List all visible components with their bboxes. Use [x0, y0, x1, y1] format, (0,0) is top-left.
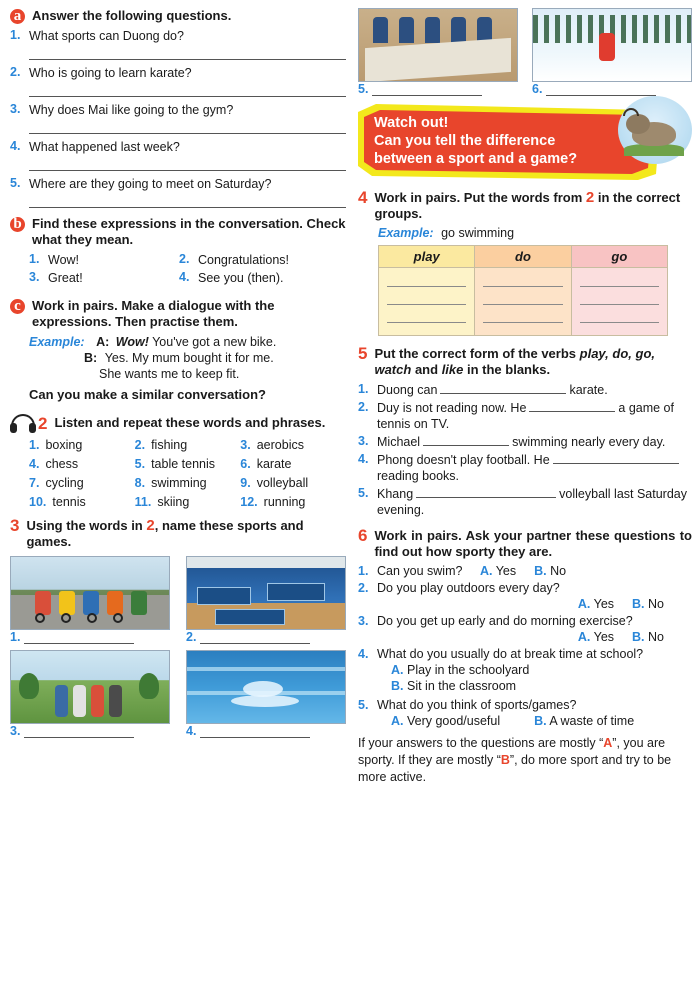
- example-b-text: Yes. My mum bought it for me.: [104, 351, 274, 365]
- option-letter: A.: [577, 630, 591, 644]
- exercise-5-number: 5: [358, 344, 368, 363]
- question-number: 2.: [10, 65, 21, 79]
- survey-item: [358, 614, 692, 644]
- exercise-5-items: [358, 382, 692, 518]
- scoring-letter-b: B: [500, 753, 510, 767]
- vocab-number: 1.: [29, 438, 40, 452]
- question-text: What do you think of sports/games?: [377, 698, 577, 712]
- banner-text: [374, 114, 636, 168]
- option-a[interactable]: [391, 714, 500, 728]
- fill-blank[interactable]: [440, 382, 566, 394]
- question-item: [10, 176, 346, 192]
- cycling-photo: [10, 556, 170, 630]
- item-post: swimming nearly every day.: [512, 435, 666, 449]
- question-text: Where are they going to meet on Saturday?: [29, 177, 272, 191]
- vocab-item: [135, 476, 241, 490]
- vocab-word: aerobics: [256, 438, 304, 452]
- vocab-word: boxing: [45, 438, 83, 452]
- exercise-3-title-ref: 2: [146, 517, 155, 534]
- example-label: Example:: [378, 226, 434, 240]
- vocab-item: [135, 438, 241, 452]
- vocab-number: 4.: [29, 457, 40, 471]
- fill-blank[interactable]: [416, 486, 556, 498]
- vocab-number: 6.: [240, 457, 251, 471]
- caption-blank[interactable]: [546, 83, 656, 96]
- vocab-item: [29, 438, 135, 452]
- table-blank[interactable]: [387, 292, 466, 305]
- option-b[interactable]: [632, 630, 664, 644]
- option-text: Play in the schoolyard: [406, 663, 530, 677]
- fill-blank-item: [358, 452, 692, 484]
- section-c-badge: c: [10, 299, 25, 314]
- vocab-word: swimming: [151, 476, 207, 490]
- banner-line-2: between a sport and a game?: [374, 151, 578, 167]
- vocab-number: 7.: [29, 476, 40, 490]
- scoring-part-1: If your answers to the questions are mostly “: [358, 736, 604, 750]
- answer-options: [377, 597, 692, 611]
- fill-blank-item: [358, 486, 692, 518]
- item-number: 1.: [358, 382, 369, 396]
- table-column-do: [475, 245, 571, 336]
- fill-blank-item: [358, 434, 692, 450]
- vocab-number: 11.: [134, 495, 152, 509]
- table-blank[interactable]: [483, 274, 562, 287]
- exercise-4-title: [374, 190, 692, 222]
- vocab-word: cycling: [45, 476, 84, 490]
- caption-blank[interactable]: [200, 725, 310, 738]
- photo-caption: [532, 82, 692, 96]
- table-column-go: [572, 245, 668, 336]
- expression-text: Great!: [48, 271, 83, 285]
- option-letter: B.: [632, 630, 645, 644]
- section-b-badge: b: [10, 217, 25, 232]
- buffalo-mascot-icon: [618, 96, 692, 164]
- answer-blank[interactable]: [29, 120, 346, 134]
- survey-item: [358, 647, 692, 695]
- item-number: 4.: [358, 452, 369, 466]
- vocab-item: [29, 457, 135, 471]
- option-letter: A.: [391, 714, 404, 728]
- item-body: [377, 564, 692, 578]
- example-a-rest: You've got a new bike.: [152, 335, 277, 349]
- example-italic-phrase: Wow!: [115, 335, 149, 349]
- option-letter: B.: [534, 564, 547, 578]
- exercise-5-title-and: and: [414, 362, 439, 377]
- caption-number: 3.: [10, 724, 21, 738]
- vocab-word: karate: [256, 457, 292, 471]
- section-b-expressions: [29, 252, 329, 288]
- option-b[interactable]: [632, 597, 664, 611]
- photo-caption: [10, 630, 170, 644]
- vocab-word: tennis: [52, 495, 86, 509]
- photo-caption: [186, 630, 346, 644]
- caption-blank[interactable]: [24, 631, 134, 644]
- fill-blank[interactable]: [553, 452, 679, 464]
- item-post: karate.: [569, 383, 608, 397]
- vocab-word: running: [263, 495, 306, 509]
- item-number: 2.: [358, 400, 369, 414]
- exercise-2-header: [10, 413, 346, 433]
- column-header: play: [379, 246, 474, 268]
- exercise-6-header: [358, 528, 692, 560]
- question-text: What happened last week?: [29, 140, 180, 154]
- photo-row-3: [358, 8, 692, 82]
- exercise-4-header: [358, 190, 692, 222]
- section-c-header: [10, 298, 346, 330]
- option-text: Yes: [593, 597, 615, 611]
- item-pre: Phong doesn't play football. He: [377, 453, 550, 467]
- section-a-badge: a: [10, 9, 25, 24]
- caption-blank[interactable]: [200, 631, 310, 644]
- question-text: What sports can Duong do?: [29, 29, 184, 43]
- option-letter: A.: [577, 597, 591, 611]
- expression-number: 1.: [29, 252, 40, 266]
- caption-number: 1.: [10, 630, 21, 644]
- table-blank[interactable]: [483, 310, 562, 323]
- vocabulary-grid: [29, 438, 346, 514]
- item-text: [377, 400, 692, 432]
- table-blank[interactable]: [483, 292, 562, 305]
- caption-number: 5.: [358, 82, 369, 96]
- expression-text: See you (then).: [198, 271, 284, 285]
- example-text: go swimming: [441, 226, 515, 240]
- survey-item: [358, 564, 692, 578]
- answer-blank[interactable]: [29, 194, 346, 208]
- question-item: [10, 102, 346, 118]
- question-text: Why does Mai like going to the gym?: [29, 103, 234, 117]
- table-blank[interactable]: [580, 292, 659, 305]
- section-a-title: Answer the following questions.: [32, 8, 232, 23]
- expression-text: Wow!: [48, 253, 80, 267]
- watch-out-banner: [358, 104, 692, 180]
- item-number: 3.: [358, 614, 369, 628]
- question-text: Can you swim?: [377, 564, 463, 578]
- column-header: go: [572, 246, 667, 268]
- exercise-6-items: [358, 564, 692, 728]
- question-text: Who is going to learn karate?: [29, 66, 192, 80]
- item-number: 5.: [358, 486, 369, 500]
- exercise-4-title-post: in the correct groups.: [374, 190, 681, 221]
- expression-number: 3.: [29, 270, 40, 284]
- option-letter: B.: [534, 714, 547, 728]
- exercise-2-title: Listen and repeat these words and phrases.: [54, 415, 326, 430]
- column-body: [572, 268, 667, 335]
- vocab-number: 9.: [240, 476, 251, 490]
- item-number: 4.: [358, 647, 369, 661]
- item-pre: Duong can: [377, 383, 438, 397]
- exercise-5-title: [374, 346, 692, 378]
- item-text: [377, 434, 692, 450]
- option-text: Sit in the classroom: [406, 679, 517, 693]
- question-number: 1.: [10, 28, 21, 42]
- option-b[interactable]: [391, 679, 692, 693]
- scoring-part-3: ”, do more sport and try to be more active.: [358, 753, 672, 784]
- exercise-4-number: 4: [358, 188, 368, 207]
- answer-blank[interactable]: [29, 46, 346, 60]
- answer-options: [377, 630, 692, 644]
- vocab-word: fishing: [151, 438, 188, 452]
- survey-item: [358, 698, 692, 728]
- table-column-play: [378, 245, 475, 336]
- exercise-4-title-pre: Work in pairs. Put the words from: [374, 190, 583, 205]
- question-item: [10, 139, 346, 155]
- right-column: [358, 8, 692, 786]
- caption-blank[interactable]: [24, 725, 134, 738]
- question-item: [10, 28, 346, 44]
- exercise-3-title-post: , name these sports and games.: [26, 518, 304, 549]
- answer-blank[interactable]: [29, 157, 346, 171]
- fill-blank[interactable]: [529, 400, 615, 412]
- table-blank[interactable]: [580, 274, 659, 287]
- exercise-5-title-like: like: [441, 362, 464, 377]
- item-post: a game of tennis on TV.: [377, 401, 674, 431]
- answer-options: [391, 663, 692, 693]
- section-c-example: [29, 334, 346, 403]
- survey-item: [358, 581, 692, 611]
- column-body: [379, 268, 474, 335]
- option-a[interactable]: [480, 564, 516, 578]
- question-number: 3.: [10, 102, 21, 116]
- answer-options: [391, 714, 692, 728]
- item-post: volleyball last Saturday evening.: [377, 487, 688, 517]
- option-text: Yes: [495, 564, 517, 578]
- question-text: Do you play outdoors every day?: [377, 581, 560, 595]
- option-text: No: [648, 597, 664, 611]
- option-text: No: [550, 564, 567, 578]
- exercise-2-number: 2: [38, 413, 48, 433]
- answer-blank[interactable]: [29, 83, 346, 97]
- exercise-3-title-pre: Using the words in: [26, 518, 143, 533]
- vocab-number: 3.: [240, 438, 251, 452]
- expression-number: 2.: [179, 252, 190, 266]
- column-body: [475, 268, 570, 335]
- expression-text: Congratulations!: [198, 253, 290, 267]
- exercise-5-title-pre: Put the correct form of the verbs: [374, 346, 577, 361]
- option-text: Very good/useful: [406, 714, 501, 728]
- vocab-item: [240, 457, 346, 471]
- example-line-b: [84, 350, 346, 366]
- fill-blank-item: [358, 382, 692, 398]
- caption-number: 2.: [186, 630, 197, 644]
- option-b[interactable]: [534, 714, 634, 728]
- fill-blank-item: [358, 400, 692, 432]
- option-text: A waste of time: [549, 714, 635, 728]
- photo-caption-row-3: [358, 82, 692, 96]
- example-line-a: [29, 334, 346, 350]
- question-text: What do you usually do at break time at school?: [377, 647, 644, 661]
- photo-caption: [186, 724, 346, 738]
- exercise-5-header: [358, 346, 692, 378]
- scoring-letter-a: A: [603, 736, 613, 750]
- expression-number: 4.: [179, 270, 190, 284]
- headphone-icon: [10, 413, 36, 433]
- item-number: 3.: [358, 434, 369, 448]
- item-text: [377, 486, 692, 518]
- vocab-item: [240, 476, 346, 490]
- section-a-header: [10, 8, 346, 24]
- option-text: Yes: [593, 630, 615, 644]
- table-blank[interactable]: [580, 310, 659, 323]
- photo-row-2: [10, 650, 346, 724]
- expression-item: [29, 252, 179, 268]
- table-blank[interactable]: [387, 310, 466, 323]
- item-number: 5.: [358, 698, 369, 712]
- vocab-item: [29, 476, 135, 490]
- vocab-word: chess: [45, 457, 79, 471]
- option-letter: B.: [391, 679, 404, 693]
- exercise-5-title-verbs: play, do, go, watch: [374, 346, 655, 377]
- item-post: reading books.: [377, 469, 460, 483]
- photo-row-1: [10, 556, 346, 630]
- item-pre: Michael: [377, 435, 421, 449]
- vocab-word: volleyball: [256, 476, 309, 490]
- question-text: Do you get up early and do morning exercise?: [377, 614, 633, 628]
- walking-photo: [10, 650, 170, 724]
- option-letter: B.: [632, 597, 645, 611]
- vocab-number: 10.: [29, 495, 47, 509]
- vocab-item: [29, 495, 135, 509]
- photo-caption: [10, 724, 170, 738]
- item-pre: Khang: [377, 487, 414, 501]
- exercise-3-title: [26, 518, 346, 550]
- example-b-text2-line: [99, 366, 346, 382]
- vocab-number: 8.: [134, 476, 146, 490]
- vocab-number: 12.: [240, 495, 258, 509]
- question-number: 5.: [10, 176, 21, 190]
- item-body: [377, 647, 692, 695]
- chess-photo: [358, 8, 518, 82]
- banner-heading: Watch out!: [374, 115, 449, 131]
- expression-item: [179, 252, 329, 268]
- answer-options: [480, 564, 566, 578]
- exercise-5-title-post: in the blanks.: [467, 362, 551, 377]
- option-a[interactable]: [578, 597, 614, 611]
- caption-number: 6.: [532, 82, 543, 96]
- vocab-item: [135, 457, 241, 471]
- vocab-number: 2.: [134, 438, 146, 452]
- example-b-text2: She wants me to keep fit.: [99, 367, 240, 381]
- caption-blank[interactable]: [372, 83, 482, 96]
- item-body: [377, 614, 692, 644]
- option-b[interactable]: [534, 564, 566, 578]
- left-column: [10, 8, 346, 738]
- option-a[interactable]: [578, 630, 614, 644]
- exercise-3-number: 3: [10, 516, 20, 535]
- swimming-photo: [186, 650, 346, 724]
- table-tennis-photo: [186, 556, 346, 630]
- item-number: 2.: [358, 581, 369, 595]
- section-b-title: Find these expressions in the conversation. Check what they mean.: [32, 216, 346, 247]
- photo-caption-row-1: [10, 630, 346, 644]
- expression-item: [179, 270, 329, 286]
- vocab-item: [240, 438, 346, 452]
- item-number: 1.: [358, 564, 369, 578]
- item-text: [377, 382, 692, 398]
- skiing-photo: [532, 8, 692, 82]
- option-text: No: [648, 630, 664, 644]
- scoring-part-2: ”, you are sporty. If they are mostly “: [358, 736, 666, 767]
- question-number: 4.: [10, 139, 21, 153]
- exercise-6-title: Work in pairs. Ask your partner these questions to find out how sporty they are.: [374, 528, 692, 559]
- play-do-go-table: [378, 245, 668, 336]
- example-label: Example:: [29, 335, 85, 349]
- section-c-closing: Can you make a similar conversation?: [29, 387, 266, 402]
- vocab-item: [135, 495, 241, 509]
- item-text: [377, 452, 692, 484]
- exercise-4-title-ref: 2: [585, 189, 595, 206]
- fill-blank[interactable]: [423, 434, 509, 446]
- option-letter: A.: [391, 663, 404, 677]
- photo-caption-row-2: [10, 724, 346, 738]
- vocab-number: 5.: [134, 457, 146, 471]
- column-header: do: [475, 246, 570, 268]
- table-blank[interactable]: [387, 274, 466, 287]
- exercise-4-example: [378, 226, 692, 240]
- item-body: [377, 581, 692, 611]
- section-c-title: Work in pairs. Make a dialogue with the expressions. Then practise them.: [32, 298, 275, 329]
- item-pre: Duy is not reading now. He: [377, 401, 527, 415]
- scoring-paragraph: [358, 735, 692, 786]
- photo-caption: [358, 82, 518, 96]
- question-item: [10, 65, 346, 81]
- vocab-word: table tennis: [151, 457, 216, 471]
- banner-line-1: Can you tell the difference: [374, 133, 556, 149]
- section-b-header: [10, 216, 346, 248]
- speaker-b: B:: [84, 351, 98, 365]
- expression-item: [29, 270, 179, 286]
- vocab-item: [240, 495, 346, 509]
- exercise-6-number: 6: [358, 526, 368, 545]
- caption-number: 4.: [186, 724, 197, 738]
- option-a[interactable]: [391, 663, 692, 677]
- vocab-word: skiing: [157, 495, 190, 509]
- section-a-questions: [10, 28, 346, 208]
- exercise-3-header: [10, 518, 346, 550]
- option-letter: A.: [479, 564, 493, 578]
- item-body: [377, 698, 692, 728]
- speaker-a: A:: [96, 335, 110, 349]
